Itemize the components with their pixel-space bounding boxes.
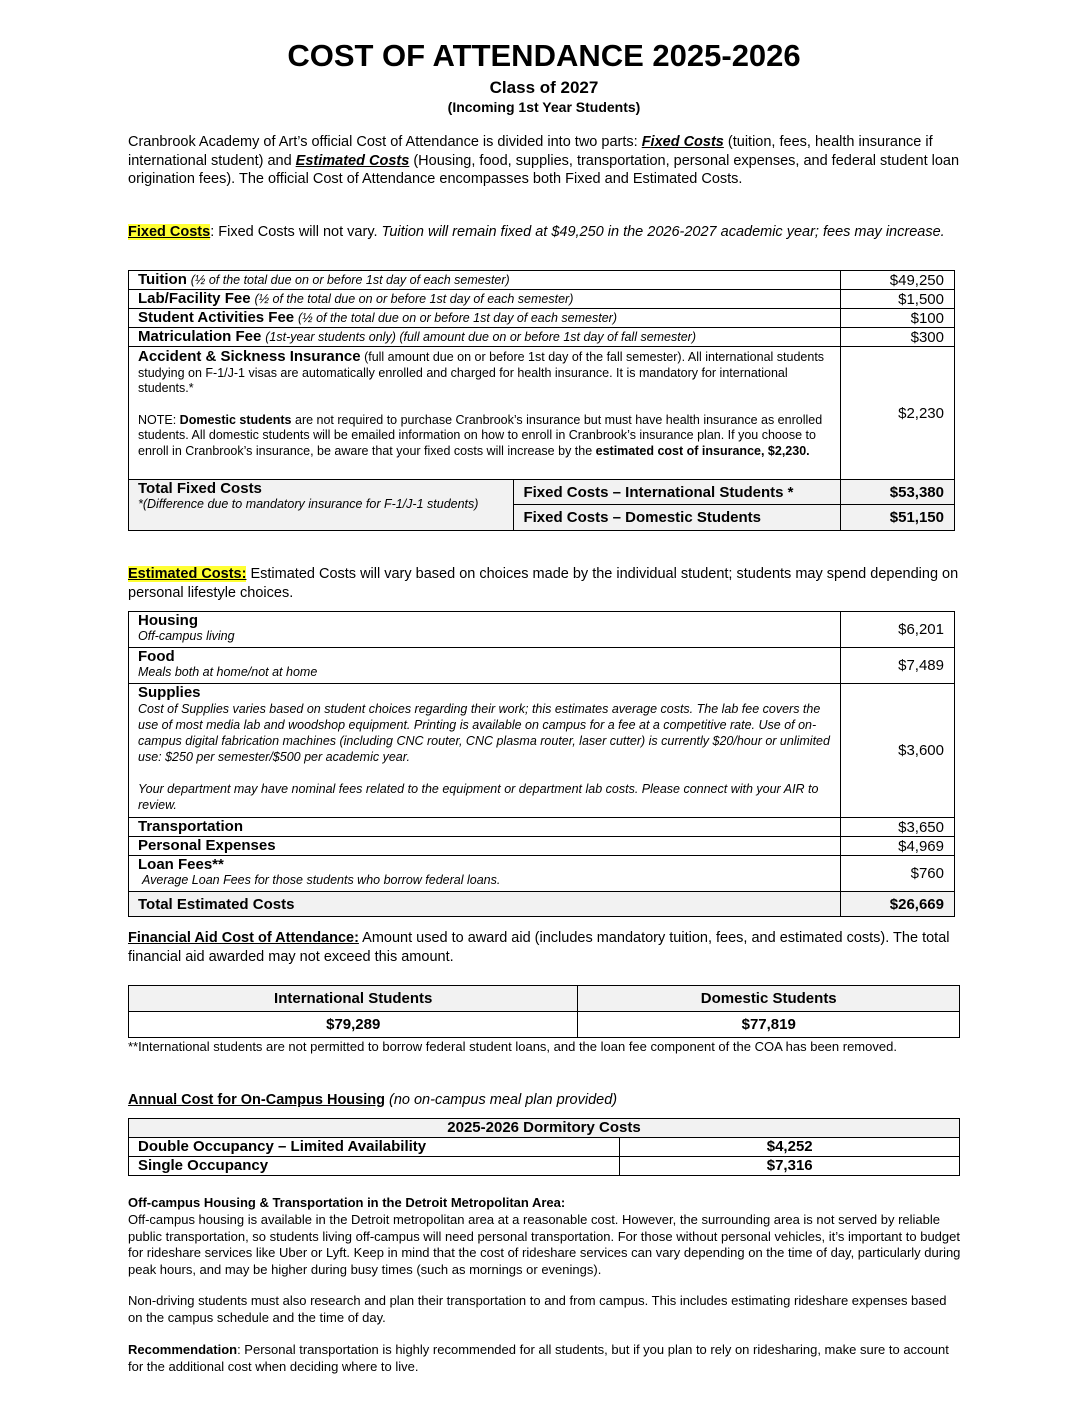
intro-text-3: (Housing, food, supplies, transportation, personal expenses, and federal student loan origination fees). The official Cost of Attendance encompasses both Fixed and Estimated Costs. (128, 152, 960, 187)
total-fixed-costs-note: *(Difference due to mandatory insurance for F-1/J-1 students) (138, 497, 479, 511)
personal-expenses-label: Personal Expenses (129, 837, 841, 856)
lab-fee-note: (½ of the total due on or before 1st day of each semester) (254, 292, 574, 306)
table-row (129, 1138, 960, 1157)
dormitory-costs-table (128, 1118, 960, 1176)
estimated-costs-table (128, 611, 955, 917)
housing-paragraph (128, 1091, 963, 1110)
dormitory-costs-header: 2025-2026 Dormitory Costs (129, 1119, 960, 1138)
tuition-amount: $49,250 (841, 271, 955, 290)
supplies-amount: $3,600 (841, 684, 955, 818)
table-row (129, 648, 955, 684)
activities-fee-amount: $100 (841, 309, 955, 328)
fixed-costs-domestic-label: Fixed Costs – Domestic Students (514, 505, 841, 531)
tuition-note: (½ of the total due on or before 1st day of each semester) (190, 273, 510, 287)
financial-aid-heading: Financial Aid Cost of Attendance: (128, 930, 359, 946)
table-row (129, 347, 955, 480)
table-row (129, 271, 955, 290)
intro-fixed-costs-term: Fixed Costs (641, 134, 724, 150)
domestic-students-amount: $77,819 (578, 1012, 960, 1038)
offcampus-heading: Off-campus Housing & Transportation in the Detroit Metropolitan Area: (128, 1195, 566, 1210)
financial-aid-text: Amount used to award aid (includes mandatory tuition, fees, and estimated costs). The total financial aid awarded may not exceed this amount. (128, 930, 950, 965)
housing-note: Off-campus living (138, 629, 235, 643)
intro-paragraph (128, 133, 963, 189)
on-campus-housing-heading: Annual Cost for On-Campus Housing (128, 1092, 385, 1108)
intro-text-2: (tuition, fees, health insurance if international student) and (128, 134, 933, 169)
recommendation-paragraph (128, 1342, 963, 1375)
insurance-amount: $2,230 (841, 347, 955, 480)
supplies-note-1: Cost of Supplies varies based on student choices regarding their work; this estimates average costs. The lab fee covers the use of most media lab and woodshop equipment. Printing is available on campus for a fee at a competitive rate. Use of on-campus digital fabrication machines (including CNC router, CNC plasma router, laser cutter) is currently $20/hour or unlimited use: $250 per semester/$500 per academic year. (138, 702, 830, 764)
fixed-costs-paragraph (128, 223, 963, 242)
table-row (129, 290, 955, 309)
table-row (129, 480, 955, 505)
insurance-label: Accident & Sickness Insurance (138, 348, 361, 365)
food-amount: $7,489 (841, 648, 955, 684)
note-prefix: NOTE: (138, 412, 180, 427)
fixed-costs-international-label: Fixed Costs – International Students * (514, 480, 841, 505)
note-end: , $2,230. (760, 443, 810, 458)
offcampus-paragraph-1: Off-campus housing is available in the Detroit metropolitan area at a reasonable cost. However, the surrounding area is not served by reliable public transportation, so students living off-campus will need personal transportation. For those without personal vehicles, it’s important to budget for rideshare services like Uber or Lyft. Keep in mind that the cost of rideshare services can vary depending on the time of day, particularly during peak hours, and may be higher during busy times (such as mornings or evenings). (128, 1212, 961, 1277)
tuition-label: Tuition (138, 271, 187, 288)
domestic-students-header: Domestic Students (578, 986, 960, 1012)
food-label: Food (138, 648, 175, 665)
supplies-note-2: Your department may have nominal fees related to the equipment or department lab costs. Please connect with your AIR to review. (138, 782, 819, 812)
estimated-costs-paragraph (128, 565, 963, 602)
class-of-subtitle: Class of 2027 (489, 78, 599, 97)
loan-fees-label: Loan Fees** (138, 856, 224, 873)
lab-fee-amount: $1,500 (841, 290, 955, 309)
intro-text-1: Cranbrook Academy of Art’s official Cost of Attendance is divided into two parts: (128, 134, 642, 150)
double-occupancy-label: Double Occupancy – Limited Availability (129, 1138, 620, 1157)
international-students-header: International Students (129, 986, 578, 1012)
single-occupancy-amount: $7,316 (620, 1157, 960, 1176)
double-occupancy-amount: $4,252 (620, 1138, 960, 1157)
table-row (129, 986, 960, 1012)
fixed-costs-italic-note: Tuition will remain fixed at $49,250 in the 2026-2027 academic year; fees may increase. (381, 224, 945, 240)
total-estimated-costs-label: Total Estimated Costs (129, 892, 841, 917)
page-title: COST OF ATTENDANCE 2025-2026 (287, 38, 801, 73)
transportation-label: Transportation (129, 818, 841, 837)
note-text: are not required to purchase Cranbrook’s insurance but must have health insurance as enrolled students. All domestic students will be emailed information on how to enroll in Cranbrook’s insurance plan. If you choose to enroll in Cranbrook’s insurance, be aware that your fixed costs will increase by the (138, 412, 823, 458)
incoming-subtitle: (Incoming 1st Year Students) (447, 99, 641, 115)
fixed-costs-table (128, 270, 955, 531)
table-row (129, 684, 955, 818)
financial-aid-paragraph (128, 929, 963, 966)
activities-fee-label: Student Activities Fee (138, 309, 295, 326)
fixed-costs-text: : Fixed Costs will not vary. (210, 224, 382, 240)
table-row (129, 612, 955, 648)
fixed-costs-international-amount: $53,380 (841, 480, 955, 505)
estimated-costs-heading: Estimated Costs: (128, 566, 247, 582)
loan-fees-note: Average Loan Fees for those students who borrow federal loans. (142, 873, 501, 887)
offcampus-paragraph-2: Non-driving students must also research and plan their transportation to and from campus. This includes estimating rideshare expenses based on the campus schedule and the time of day. (128, 1293, 947, 1325)
table-row (129, 1157, 960, 1176)
insurance-description: (full amount due on or before 1st day of the fall semester). All international students studying on F-1/J-1 visas are automatically enrolled and charged for health insurance. It is mandatory for international students.* (138, 350, 825, 395)
table-row (129, 856, 955, 892)
fixed-costs-domestic-amount: $51,150 (841, 505, 955, 531)
matriculation-fee-label: Matriculation Fee (138, 328, 262, 345)
food-note: Meals both at home/not at home (138, 665, 318, 679)
loan-footnote: **International students are not permitted to borrow federal student loans, and the loan fee component of the COA has been removed. (128, 1039, 897, 1054)
housing-label: Housing (138, 612, 198, 629)
total-fixed-costs-label: Total Fixed Costs (138, 480, 262, 497)
single-occupancy-label: Single Occupancy (129, 1157, 620, 1176)
housing-amount: $6,201 (841, 612, 955, 648)
table-row (129, 818, 955, 837)
table-row (129, 837, 955, 856)
intro-estimated-costs-term: Estimated Costs (295, 152, 410, 169)
financial-aid-table (128, 985, 960, 1038)
fixed-costs-heading: Fixed Costs (128, 224, 211, 240)
lab-fee-label: Lab/Facility Fee (138, 290, 251, 307)
insurance-domestic-note (138, 413, 831, 460)
supplies-label: Supplies (138, 684, 201, 701)
transportation-amount: $3,650 (841, 818, 955, 837)
matriculation-fee-note: (1st-year students only) (full amount due on or before 1st day of fall semester) (265, 330, 697, 344)
note-domestic-students: Domestic students (179, 412, 292, 427)
personal-expenses-amount: $4,969 (841, 837, 955, 856)
table-row (129, 892, 955, 917)
matriculation-fee-amount: $300 (841, 328, 955, 347)
recommendation-text: : Personal transportation is highly recommended for all students, but if you plan to rely on ridesharing, make sure to account for the additional cost when deciding where to live. (128, 1342, 949, 1374)
on-campus-housing-note: (no on-campus meal plan provided) (384, 1092, 618, 1108)
table-row (129, 1012, 960, 1038)
international-students-amount: $79,289 (129, 1012, 578, 1038)
table-row (129, 328, 955, 347)
estimated-costs-text: Estimated Costs will vary based on choices made by the individual student; students may spend depending on personal lifestyle choices. (128, 566, 959, 601)
loan-fees-amount: $760 (841, 856, 955, 892)
table-row (129, 1119, 960, 1138)
note-estimated-cost: estimated cost of insurance (595, 443, 761, 458)
table-row (129, 309, 955, 328)
activities-fee-note: (½ of the total due on or before 1st day of each semester) (298, 311, 617, 325)
total-estimated-costs-amount: $26,669 (841, 892, 955, 917)
recommendation-label: Recommendation (128, 1342, 238, 1357)
